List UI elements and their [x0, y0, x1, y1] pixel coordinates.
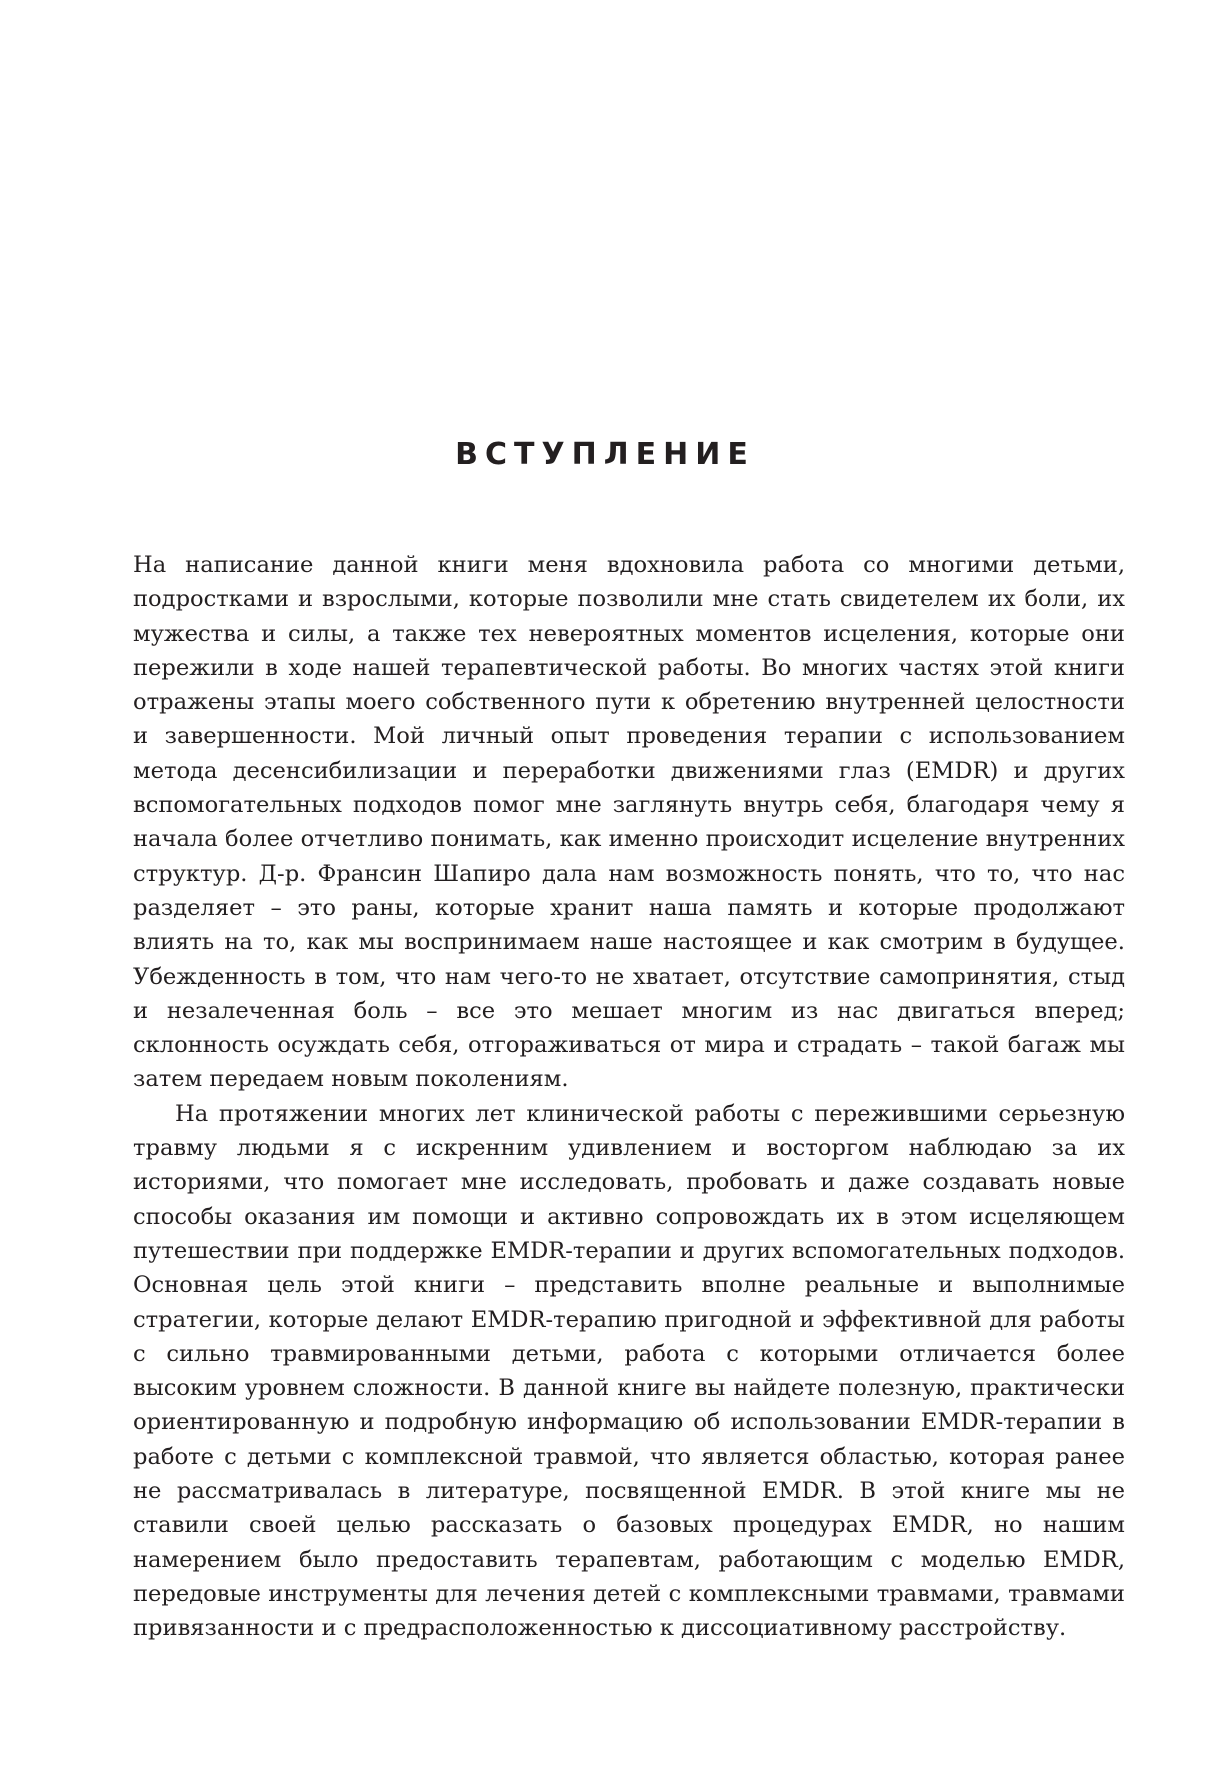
- chapter-title: ВСТУПЛЕНИЕ: [455, 437, 755, 472]
- paragraph-1: На написание данной книги меня вдохновила работа со многими детьми, подростками и взрослыми, которые позволили мне стать свидетелем их боли, их мужества и силы, а также тех невероятных моментов исцеления, которые они пережили в ходе нашей терапевтической работы. Во многих частях этой книги отражены этапы моего собственного пути к обретению внутренней целостности и завершенности. Мой личный опыт проведения терапии с использованием метода десенсибилизации и переработки движениями глаз (EMDR) и других вспомогательных подходов помог мне заглянуть внутрь себя, благодаря чему я начала более отчетливо понимать, как именно происходит исцеление внутренних структур. Д-р. Франсин Шапиро дала нам возможность понять, что то, что нас разделяет – это раны, которые хранит наша память и которые продолжают влиять на то, как мы воспринимаем наше настоящее и как смотрим в будущее. Убежденность в том, что нам чего-то не хватает, отсутствие самопринятия, стыд и незалеченная боль – все это мешает многим из нас двигаться вперед; склонность осуждать себя, отгораживаться от мира и страдать – такой багаж мы затем передаем новым поколениям.: [133, 552, 1125, 1093]
- body-text: [133, 548, 1125, 1646]
- paragraph-2: На протяжении многих лет клинической работы с пережившими серьезную травму людьми я с искренним удивлением и восторгом наблюдаю за их историями, что помогает мне исследовать, пробовать и даже создавать новые способы оказания им помощи и активно сопровождать их в этом исцеляющем путешествии при поддержке EMDR-терапии и других вспомогательных подходов. Основная цель этой книги – представить вполне реальные и выполнимые стратегии, которые делают EMDR-терапию пригодной и эффективной для работы с сильно травмированными детьми, работа с которыми отличается более высоким уровнем сложности. В данной книге вы найдете полезную, практически ориентированную и подробную информацию об использовании EMDR-терапии в работе с детьми с комплексной травмой, что является областью, которая ранее не рассматривалась в литературе, посвященной EMDR. В этой книге мы не ставили своей целью рассказать о базовых процедурах EMDR, но нашим намерением было предоставить терапевтам, работающим с моделью EMDR, передовые инструменты для лечения детей с комплексными травмами, травмами привязанности и с предрасположенностью к диссоциативному расстройству.: [133, 1100, 1125, 1642]
